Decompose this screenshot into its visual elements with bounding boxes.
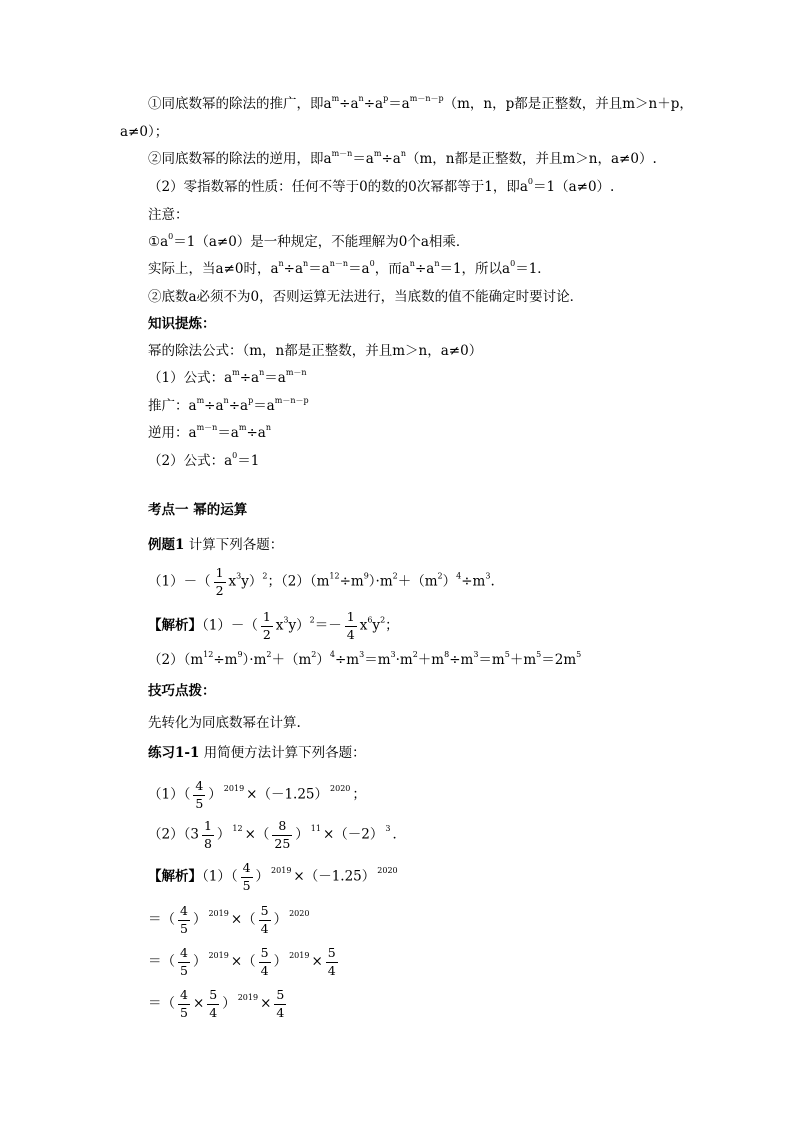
text-line: ②底数a必须不为0，否则运算无法进行，当底数的值不能确定时要讨论． — [148, 289, 584, 305]
fraction: $\frac{1}{4}$ — [346, 609, 355, 642]
fraction: $\frac{5}{4}$ — [260, 945, 269, 978]
section-heading: 知识提炼： — [148, 316, 216, 332]
math-line: ＝（ $\frac{4}{5}$ ） $^{2019}$ ×（ $\frac{5}{4}$ ） $^{2020}$ — [148, 903, 310, 936]
fraction: $\frac{8}{25}$ — [274, 818, 291, 851]
exercise-title: 练习1-1 用简便方法计算下列各题： — [148, 745, 366, 761]
section-heading: 考点一 幂的运算 — [148, 502, 248, 518]
math-line: （1）－（ $\frac{1}{2}$ $x^3y)^2$；$(2)(m^{12}\div m^9)\cdot m^2+(m^2)^4\div m^3$. — [148, 565, 495, 598]
text-line: 先转化为同底数幂在计算. — [148, 715, 301, 731]
fraction: $\frac{4}{5}$ — [180, 903, 188, 936]
fraction: $\frac{4}{5}$ — [195, 778, 204, 811]
math-line: ＝（ $\frac{4}{5}$ ） $^{2019}$ ×（ $\frac{5}{4}$ ） $^{2019}$ × $\frac{5}{4}$ — [148, 945, 336, 978]
text-line: ①同底数幂的除法的推广，即$a^m\div a^n\div a^p=a^{m-n-p}(m$，n，p都是正整数，并且m＞n＋p， — [148, 94, 693, 112]
text-line: 实际上，当a≠0时，$a^n\div a^n=a^{n-n}=a^0$，而$a^n\div a^n=1$，所以$a^0=1$． — [148, 259, 551, 277]
text-line: $①a^0=1(a\ne 0)$是一种规定，不能理解为0个a相乘． — [148, 232, 470, 250]
formula-line: （1）公式：$a^m\div a^n=a^{m-n}$ — [148, 368, 307, 386]
text-line: （2）零指数幂的性质：任何不等于0的数的0次幂都等于1，即$a^0=1(a\ne 0)$. — [148, 177, 615, 195]
math-line: $(2)(m^{12}\div m^9)\cdot m^2+(m^2)^4\div m^3=m^3\cdot m^2+m^8\div m^3=m^5+m^5=2m^5$ — [148, 650, 582, 668]
formula-line: 推广：$a^m\div a^n\div a^p=a^{m-n-p}$ — [148, 396, 309, 414]
math-line: ＝（ $\frac{4}{5}$ × $\frac{5}{4}$ ） $^{2019}$ × $\frac{5}{4}$ — [148, 987, 285, 1020]
text-line: a≠0）； — [120, 124, 169, 140]
formula-line: （2）公式：$a^0=1$ — [148, 451, 260, 469]
fraction: $\frac{1}{2}$ — [262, 609, 271, 642]
fraction: $\frac{4}{5}$ — [180, 945, 188, 978]
example-title: 例题1 计算下列各题： — [148, 537, 284, 553]
fraction: $\frac{5}{4}$ — [209, 987, 218, 1020]
math-line: （2）（3 $\frac{1}{8}$ ） $^{12}$ ×（ $\frac{8}{25}$ ） $^{11}$ ×（－2） $^3$ ． — [148, 818, 406, 851]
formula-line: 逆用：$a^{m-n}=a^m\div a^n$ — [148, 423, 271, 441]
fraction: $\frac{5}{4}$ — [276, 987, 285, 1020]
math-line: 【解析】（1）－（ $\frac{1}{2}$ $x^3y)^2=-$ $\frac{1}{4}$ $x^6y^2$； — [148, 609, 399, 642]
text-line: 幂的除法公式：（m，n都是正整数，并且m＞n，a≠0） — [148, 343, 483, 359]
section-heading: 技巧点拨： — [148, 683, 216, 699]
fraction: $\frac{4}{5}$ — [180, 987, 188, 1020]
fraction: $\frac{4}{5}$ — [242, 860, 251, 893]
fraction: $\frac{5}{4}$ — [327, 945, 336, 978]
fraction: $\frac{1}{8}$ — [203, 818, 212, 851]
text-line: 注意： — [148, 207, 189, 223]
fraction: $\frac{1}{2}$ — [215, 565, 224, 598]
text-line: ②同底数幂的除法的逆用，即$a^{m-n}=a^m\div a^n(m$，n都是正整数，并且m＞n，a≠0）. — [148, 149, 657, 167]
fraction: $\frac{5}{4}$ — [260, 903, 269, 936]
math-line: （1）（ $\frac{4}{5}$ ） $^{2019}$ ×（－1.25） $^{2020}$ ； — [148, 778, 366, 811]
math-line: 【解析】（1）（ $\frac{4}{5}$ ） $^{2019}$ ×（－1.25） $^{2020}$ — [148, 860, 398, 893]
